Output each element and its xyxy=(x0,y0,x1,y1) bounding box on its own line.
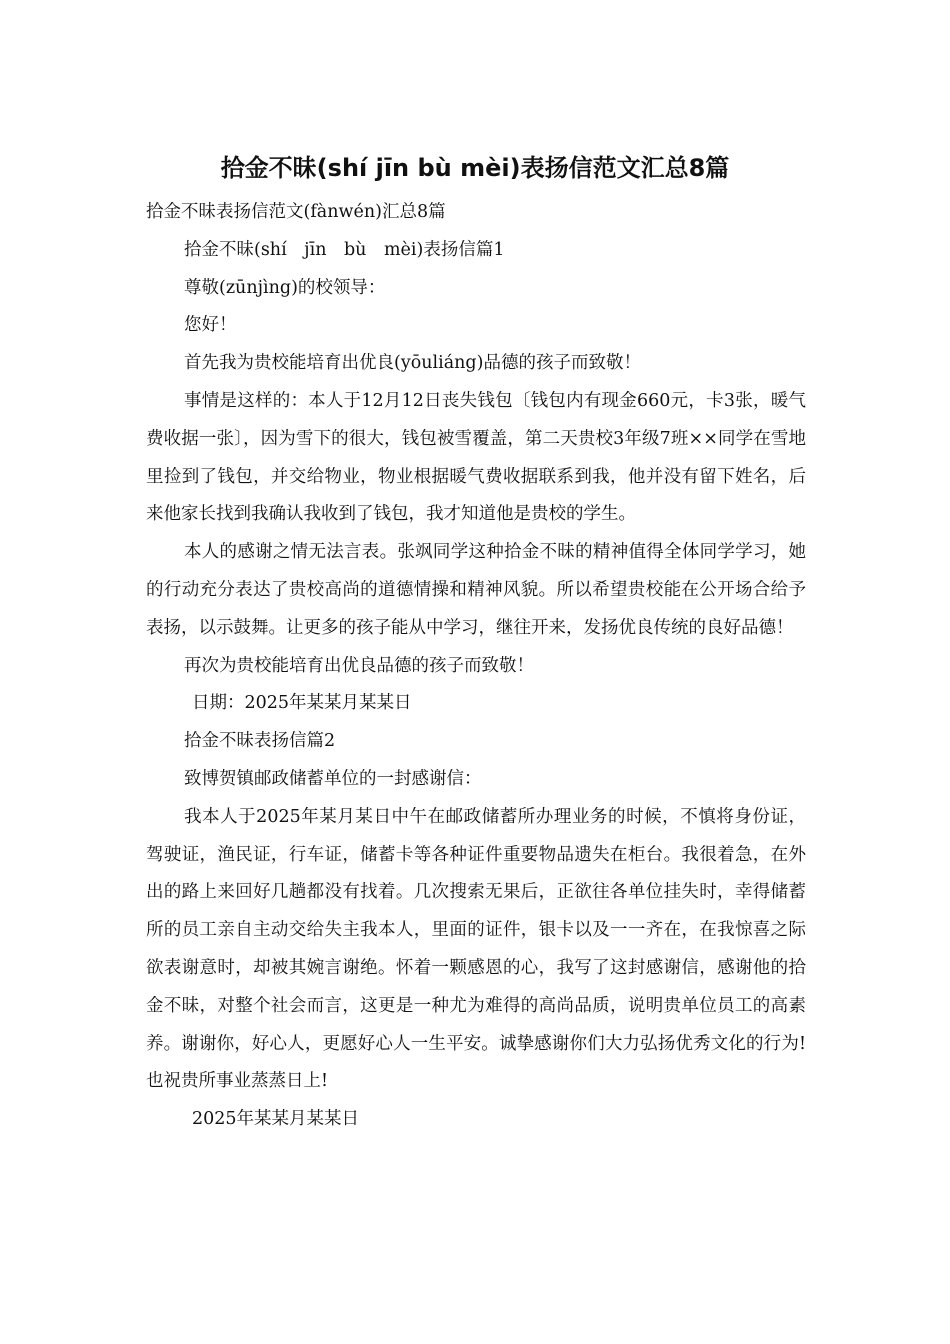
letter-2-date: 2025年某某月某某日 xyxy=(192,1109,360,1130)
letter-1-date: 日期：2025年某某月某某日 xyxy=(192,693,412,714)
letter-1-opening: 首先我为贵校能培育出优良(yōuliáng)品德的孩子而致敬！ xyxy=(184,353,641,374)
letter-1-thanks: 本人的感谢之情无法言表。张飒同学这种拾金不昧的精神值得全体同学学习，她的行动充分表达了贵校高尚的道德情操和精神风貌。所以希望贵校能在公开场合给予表扬，以示鼓舞。让更多的孩子能从中学习，继往开来，发扬优良传统的良好品德！ xyxy=(146,542,806,638)
letter-1-closing: 再次为贵校能培育出优良品德的孩子而致敬！ xyxy=(184,655,534,676)
subtitle-line: 拾金不昧表扬信范文(fànwén)汇总8篇 xyxy=(146,202,446,222)
letter-1-salutation: 尊敬(zūnjìng)的校领导： xyxy=(184,277,386,298)
letter-1-greeting: 您好！ xyxy=(184,315,237,336)
letter-1-heading: 拾金不昧(shí jīn bù mèi)表扬信篇1 xyxy=(184,239,505,260)
letter-2-salutation: 致博贺镇邮政储蓄单位的一封感谢信： xyxy=(184,768,482,789)
document-title: 拾金不昧(shí jīn bù mèi)表扬信范文汇总8篇 xyxy=(220,154,730,182)
document-body xyxy=(146,194,806,1139)
letter-2-heading: 拾金不昧表扬信篇2 xyxy=(184,731,336,752)
letter-1-story: 事情是这样的：本人于12月12日丧失钱包〔钱包内有现金660元，卡3张，暖气费收据一张〕，因为雪下的很大，钱包被雪覆盖，第二天贵校3年级7班××同学在雪地里捡到了钱包，并交给物业，物业根据暖气费收据联系到我，他并没有留下姓名，后来他家长找到我确认我收到了钱包，我才知道他是贵校的学生。 xyxy=(146,390,806,525)
letter-2-body: 我本人于2025年某月某日中午在邮政储蓄所办理业务的时候，不慎将身份证，驾驶证，渔民证，行车证，储蓄卡等各种证件重要物品遗失在柜台。我很着急，在外出的路上来回好几趟都没有找着。几次搜索无果后，正欲往各单位挂失时，幸得储蓄所的员工亲自主动交给失主我本人，里面的证件，银卡以及一一齐在，在我惊喜之际欲表谢意时，却被其婉言谢绝。怀着一颗感恩的心，我写了这封感谢信，感谢他的拾金不昧，对整个社会而言，这更是一种尤为难得的高尚品质，说明贵单位员工的高素养。谢谢你，好心人，更愿好心人一生平安。诚挚感谢你们大力弘扬优秀文化的行为!也祝贵所事业蒸蒸日上! xyxy=(146,806,806,1092)
